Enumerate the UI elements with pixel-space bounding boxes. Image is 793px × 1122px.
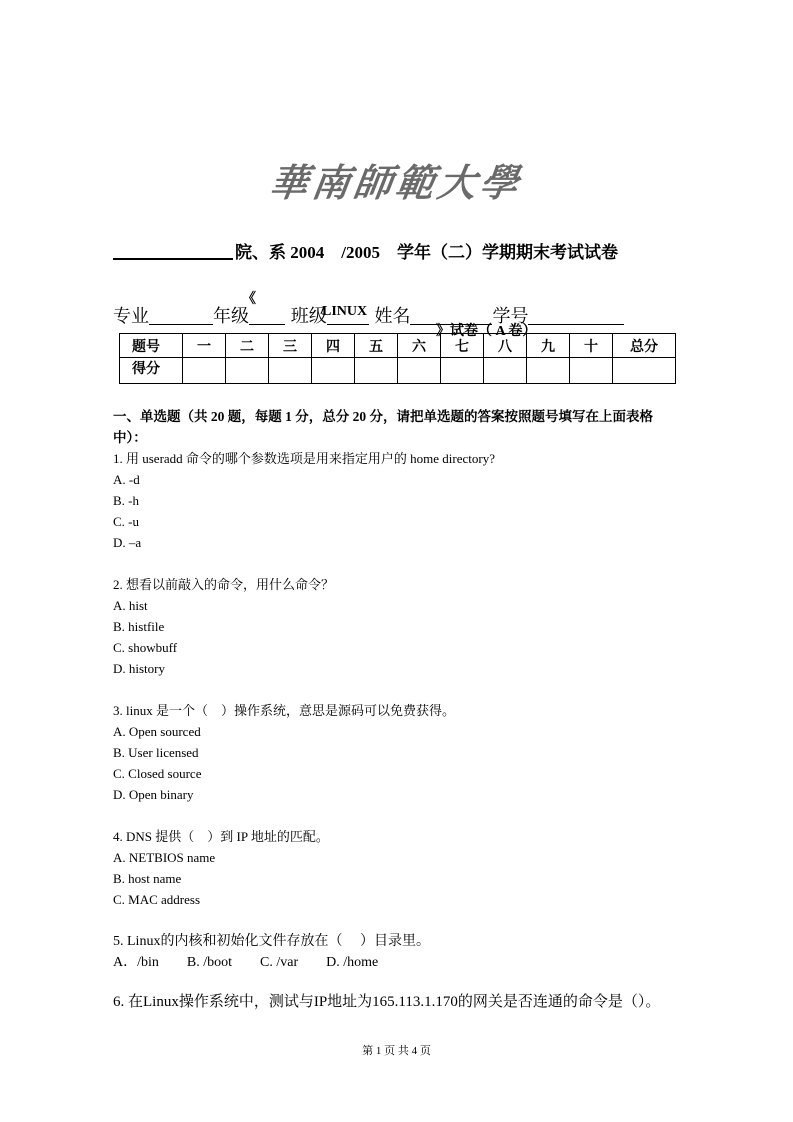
option: C. Closed source bbox=[113, 766, 202, 781]
page-footer: 第 1 页 共 4 页 bbox=[362, 1045, 431, 1057]
column-header: 五 bbox=[355, 334, 398, 358]
option: A. NETBIOS name bbox=[113, 850, 216, 865]
table-row bbox=[120, 334, 676, 358]
title-text: 院、系 2004 /2005 学年（二）学期期末考试试卷 bbox=[235, 243, 618, 262]
option: B. -h bbox=[113, 493, 139, 508]
option: C. /var bbox=[260, 955, 299, 970]
student-id-field[interactable] bbox=[528, 305, 624, 325]
score-cell bbox=[441, 358, 484, 384]
option: A. hist bbox=[113, 598, 148, 613]
column-header: 三 bbox=[269, 334, 312, 358]
score-cell bbox=[398, 358, 441, 384]
score-cell bbox=[355, 358, 398, 384]
score-cell bbox=[613, 358, 676, 384]
question-text: 3. linux 是一个（ ）操作系统，意思是源码可以免费获得。 bbox=[113, 703, 455, 718]
total-header: 总分 bbox=[613, 334, 676, 358]
option: A. Open sourced bbox=[113, 724, 201, 739]
score-table bbox=[119, 333, 676, 384]
question-text: 6. 在Linux操作系统中，测试与IP地址为165.113.1.170的网关是否连通的命令是（）。 bbox=[113, 994, 661, 1010]
subject-name: LINUX bbox=[322, 304, 368, 319]
option: C. MAC address bbox=[113, 892, 201, 907]
option: C. -u bbox=[113, 514, 139, 529]
subtitle-open: 《 bbox=[242, 292, 256, 307]
column-header: 二 bbox=[226, 334, 269, 358]
name-field[interactable] bbox=[410, 305, 492, 325]
department-blank bbox=[113, 240, 233, 260]
option: C. showbuff bbox=[113, 640, 178, 655]
class-label: 班级 bbox=[290, 306, 327, 327]
subtitle-close: 》试卷（ A 卷） bbox=[436, 324, 537, 339]
question-number-label: 题号 bbox=[120, 334, 183, 358]
section-heading: 一、单选题（共 20 题，每题 1 分，总分 20 分，请把单选题的答案按照题号填写在上面表格 bbox=[113, 409, 653, 424]
option: B. /boot bbox=[186, 955, 233, 970]
score-cell bbox=[183, 358, 226, 384]
option: A．/bin bbox=[113, 955, 159, 970]
class-field[interactable] bbox=[327, 305, 369, 325]
column-header: 九 bbox=[527, 334, 570, 358]
exam-title bbox=[113, 238, 618, 263]
university-logo: 華南師範大學 bbox=[266, 160, 526, 205]
score-cell bbox=[484, 358, 527, 384]
column-header: 一 bbox=[183, 334, 226, 358]
option: D. history bbox=[113, 661, 165, 676]
major-field[interactable] bbox=[149, 305, 213, 325]
option: A. -d bbox=[113, 472, 140, 487]
column-header: 六 bbox=[398, 334, 441, 358]
question-text: 1. 用 useradd 命令的哪个参数选项是用来指定用户的 home directory? bbox=[113, 451, 496, 466]
column-header: 七 bbox=[441, 334, 484, 358]
question-text: 2. 想看以前敲入的命令，用什么命令？ bbox=[113, 577, 335, 592]
option: D. /home bbox=[326, 955, 379, 970]
score-label: 得分 bbox=[120, 358, 183, 384]
section-heading-cont: 中）： bbox=[113, 430, 147, 445]
column-header: 十 bbox=[570, 334, 613, 358]
table-row bbox=[120, 358, 676, 384]
question-text: 5. Linux的内核和初始化文件存放在（ ）目录里。 bbox=[113, 934, 430, 949]
option: D. Open binary bbox=[113, 787, 194, 802]
student-info-fields bbox=[113, 302, 624, 328]
grade-field[interactable] bbox=[249, 305, 285, 325]
score-cell bbox=[312, 358, 355, 384]
major-label: 专业 bbox=[113, 306, 149, 327]
name-label: 姓名 bbox=[374, 306, 411, 327]
column-header: 八 bbox=[484, 334, 527, 358]
score-cell bbox=[269, 358, 312, 384]
column-header: 四 bbox=[312, 334, 355, 358]
option: B. histfile bbox=[113, 619, 165, 634]
score-cell bbox=[570, 358, 613, 384]
option: D. –a bbox=[113, 535, 142, 550]
option: B. host name bbox=[113, 871, 182, 886]
question-text: 4. DNS 提供（ ）到 IP 地址的匹配。 bbox=[113, 829, 329, 844]
score-cell bbox=[527, 358, 570, 384]
score-cell bbox=[226, 358, 269, 384]
student-id-label: 学号 bbox=[492, 306, 529, 327]
questions-section bbox=[113, 406, 713, 1013]
grade-label: 年级 bbox=[213, 306, 249, 327]
option: B. User licensed bbox=[113, 745, 199, 760]
